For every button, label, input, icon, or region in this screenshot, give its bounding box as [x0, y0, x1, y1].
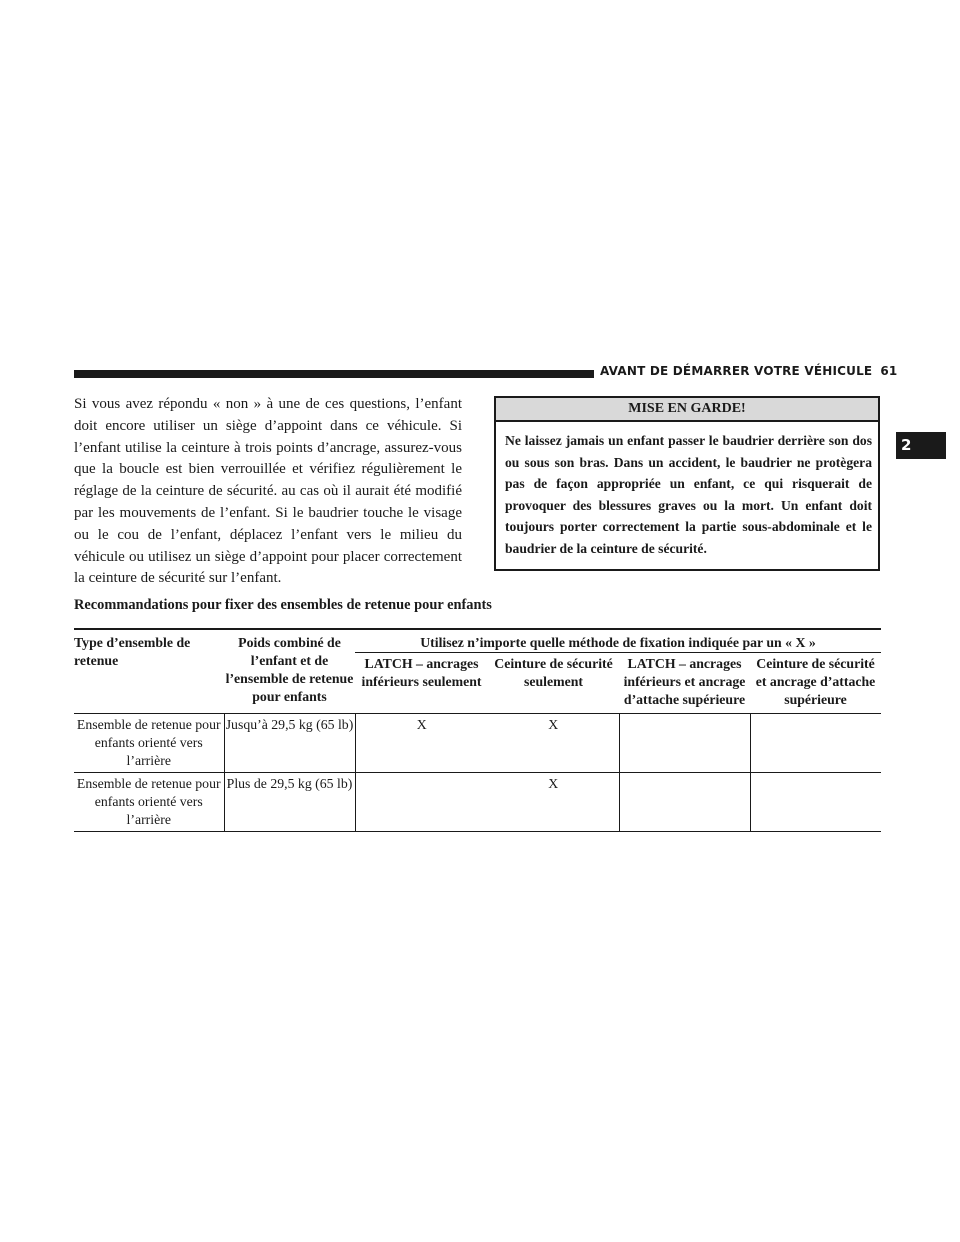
running-header [600, 364, 897, 378]
intro-paragraph: Si vous avez répondu « non » à une de ces questions, l’enfant doit encore utiliser un siège d’appoint dans ce véhicule. Si l’enfant utilise la ceinture à trois points d’ancrage, assurez-vous que la boucle est bien verrouillée et vérifiez régulièrement le réglage de la ceinture de sécurité. au cas où il aurait été modifié par les mouvements de l’enfant. Si le baudrier touche le visage ou le cou de l’enfant, déplacez l’enfant vers le milieu du véhicule ou utilisez un siège d’appoint pour placer correctement la ceinture de sécurité sur l’enfant. [74, 396, 462, 587]
cell-mark [750, 773, 881, 832]
header-method-belt-only: Ceinture de sécurité seulement [488, 653, 619, 714]
cell-mark: X [488, 714, 619, 773]
cell-restraint-type: Ensemble de retenue pour enfants orienté vers l’arrière [74, 773, 224, 832]
header-method-latch-tether: LATCH – ancrages inférieurs et ancrage d’attache supérieure [619, 653, 750, 714]
cell-weight: Jusqu’à 29,5 kg (65 lb) [224, 714, 355, 773]
cell-mark [750, 714, 881, 773]
warning-box [494, 396, 880, 571]
header-method-belt-tether: Ceinture de sécurité et ancrage d’attache supérieure [750, 653, 881, 714]
table-heading: Recommandations pour fixer des ensembles de retenue pour enfants [74, 597, 492, 613]
restraint-recommendation-table [74, 628, 881, 832]
chapter-tab: 2 [896, 432, 946, 459]
header-combined-weight: Poids combiné de l’enfant et de l’ensemble de retenue pour enfants [224, 629, 355, 714]
section-title: AVANT DE DÉMARRER VOTRE VÉHICULE [600, 364, 873, 378]
table-row [74, 714, 881, 773]
header-rule [74, 370, 594, 378]
cell-weight: Plus de 29,5 kg (65 lb) [224, 773, 355, 832]
cell-mark: X [355, 714, 488, 773]
header-attachment-methods: Utilisez n’importe quelle méthode de fixation indiquée par un « X » [355, 629, 881, 653]
warning-title: MISE EN GARDE! [496, 398, 878, 422]
cell-restraint-type: Ensemble de retenue pour enfants orienté vers l’arrière [74, 714, 224, 773]
page-number: 61 [880, 364, 898, 378]
warning-text: Ne laissez jamais un enfant passer le baudrier derrière son dos ou sous son bras. Dans un accident, le baudrier ne protègera pas de façon appropriée un enfant, ce qui risquerait de provoquer des blessures graves ou la mort. Un enfant doit toujours porter correctement la partie sous-abdominale et le baudrier de la ceinture de sécurité. [505, 433, 872, 556]
table-row [74, 773, 881, 832]
cell-mark [619, 714, 750, 773]
cell-mark [355, 773, 488, 832]
header-restraint-type: Type d’ensemble de retenue [74, 629, 224, 714]
header-method-latch-lower: LATCH – ancrages inférieurs seulement [355, 653, 488, 714]
cell-mark: X [488, 773, 619, 832]
cell-mark [619, 773, 750, 832]
